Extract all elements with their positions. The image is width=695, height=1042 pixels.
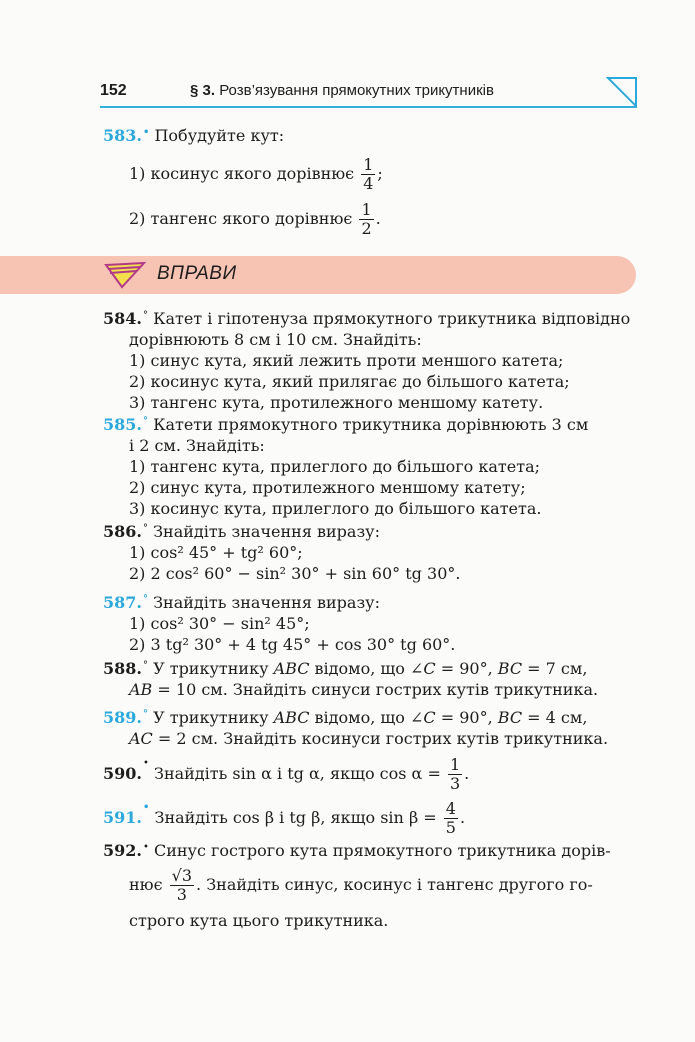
list-item: 1) синус кута, який лежить проти меншого катета; xyxy=(129,351,564,370)
difficulty-mark: • xyxy=(142,842,149,853)
section-title: ВПРАВИ xyxy=(157,263,237,284)
exercise-589: 589.° У трикутнику ABC відомо, що ∠C = 90°, BC = 4 см, AC = 2 см. Знайдіть косинуси гострих кутів трикутника. xyxy=(103,708,609,748)
exercise-584 xyxy=(103,308,637,413)
exercise-number: 590. xyxy=(103,764,142,783)
difficulty-mark: • xyxy=(142,758,149,769)
list-item: 2) синус кута, протилежного меншому катету; xyxy=(129,478,526,497)
section-sign: § 3. xyxy=(190,82,216,99)
exercise-number: 584. xyxy=(103,309,142,328)
exercise-number: 586. xyxy=(103,522,142,541)
item-text: 2) тангенс якого дорівнює xyxy=(129,209,353,228)
exercise-number: 583. xyxy=(103,126,142,145)
difficulty-mark: • xyxy=(142,802,150,813)
header-rule xyxy=(100,106,636,108)
item-text: 1) косинус якого дорівнює xyxy=(129,164,355,183)
exercise-583: 583.• Побудуйте кут: 1) косинус якого дорівнює $\frac{1}{4}$ ; 2) тангенс якого дорівнює $\frac{1}{2}$ . xyxy=(103,126,383,238)
list-item: 1) cos² 30° − sin² 45°; xyxy=(129,614,310,633)
exercise-text: Знайдіть sin α і tg α, якщо cos α = xyxy=(153,764,441,783)
exercise-588: 588.° У трикутнику ABC відомо, що ∠C = 90°, BC = 7 см, AB = 10 см. Знайдіть синуси гострих кутів трикутника. xyxy=(103,659,599,699)
exercise-text: Катети прямокутного трикутника дорівнюють 3 см xyxy=(153,415,589,434)
fraction: $\frac{√3}{3}$ xyxy=(171,866,193,904)
exercise-text: і 2 см. Знайдіть: xyxy=(129,436,265,455)
difficulty-mark: ° xyxy=(142,660,148,671)
exercise-text: Знайдіть значення виразу: xyxy=(153,593,380,612)
list-item: 2) косинус кута, який прилягає до більшого катета; xyxy=(129,372,570,391)
exercise-591: 591.• Знайдіть cos β і tg β, якщо sin β = $\frac{4}{5}$ . xyxy=(103,799,466,837)
difficulty-mark: ° xyxy=(142,709,148,720)
exercise-number: 587. xyxy=(103,593,142,612)
list-item: 3) косинус кута, прилеглого до більшого катета. xyxy=(129,499,542,518)
section-title: Розв’язування прямокутних трикутників xyxy=(219,82,494,99)
exercises-pencil-icon xyxy=(104,259,150,291)
exercise-text: Знайдіть cos β і tg β, якщо sin β = xyxy=(154,808,437,827)
exercise-number: 589. xyxy=(103,708,142,727)
section-band xyxy=(0,256,636,294)
chapter-title xyxy=(190,82,494,99)
exercise-number: 588. xyxy=(103,659,142,678)
page-number: 152 xyxy=(100,82,127,99)
difficulty-mark: ° xyxy=(142,416,148,427)
exercise-number: 591. xyxy=(103,808,142,827)
difficulty-mark: ° xyxy=(142,594,148,605)
fraction: $\frac{1}{4}$ xyxy=(363,155,374,193)
list-item: 1) тангенс кута, прилеглого до більшого катета; xyxy=(129,457,541,476)
exercise-text: Побудуйте кут: xyxy=(154,126,285,145)
fraction: $\frac{1}{2}$ xyxy=(361,200,372,238)
list-item: 1) cos² 45° + tg² 60°; xyxy=(129,543,303,562)
list-item: 2) 3 tg² 30° + 4 tg 45° + cos 30° tg 60°. xyxy=(129,635,456,654)
exercise-number: 585. xyxy=(103,415,142,434)
page-header xyxy=(100,82,636,108)
exercise-text: Синус гострого кута прямокутного трикутника дорів- xyxy=(153,841,611,860)
list-item: 3) тангенс кута, протилежного меншому катету. xyxy=(129,393,544,412)
exercise-text: строго кута цього трикутника. xyxy=(129,911,389,930)
fraction: $\frac{1}{3}$ xyxy=(449,755,461,793)
exercise-text: Катет і гіпотенуза прямокутного трикутника відповідно xyxy=(153,309,631,328)
exercise-585 xyxy=(103,414,637,519)
fraction: $\frac{4}{5}$ xyxy=(445,799,456,837)
exercise-text: дорівнюють 8 см і 10 см. Знайдіть: xyxy=(129,330,422,349)
exercise-590: 590.• Знайдіть sin α і tg α, якщо cos α = $\frac{1}{3}$ . xyxy=(103,755,470,793)
exercise-586 xyxy=(103,521,637,584)
list-item: 2) 2 cos² 60° − sin² 30° + sin 60° tg 30°. xyxy=(129,564,461,583)
difficulty-mark: • xyxy=(142,127,150,138)
corner-triangle-icon xyxy=(606,76,638,108)
difficulty-mark: ° xyxy=(142,523,148,534)
exercise-number: 592. xyxy=(103,841,142,860)
difficulty-mark: ° xyxy=(142,310,148,321)
exercise-text: Знайдіть значення виразу: xyxy=(153,522,380,541)
exercise-592: 592.• Синус гострого кута прямокутного трикутника дорів- нює $\frac{√3}{3}$ . Знайдіть синус, косинус і тангенс другого го- строго кута цього трикутника. xyxy=(103,840,637,931)
exercise-587 xyxy=(103,592,637,655)
